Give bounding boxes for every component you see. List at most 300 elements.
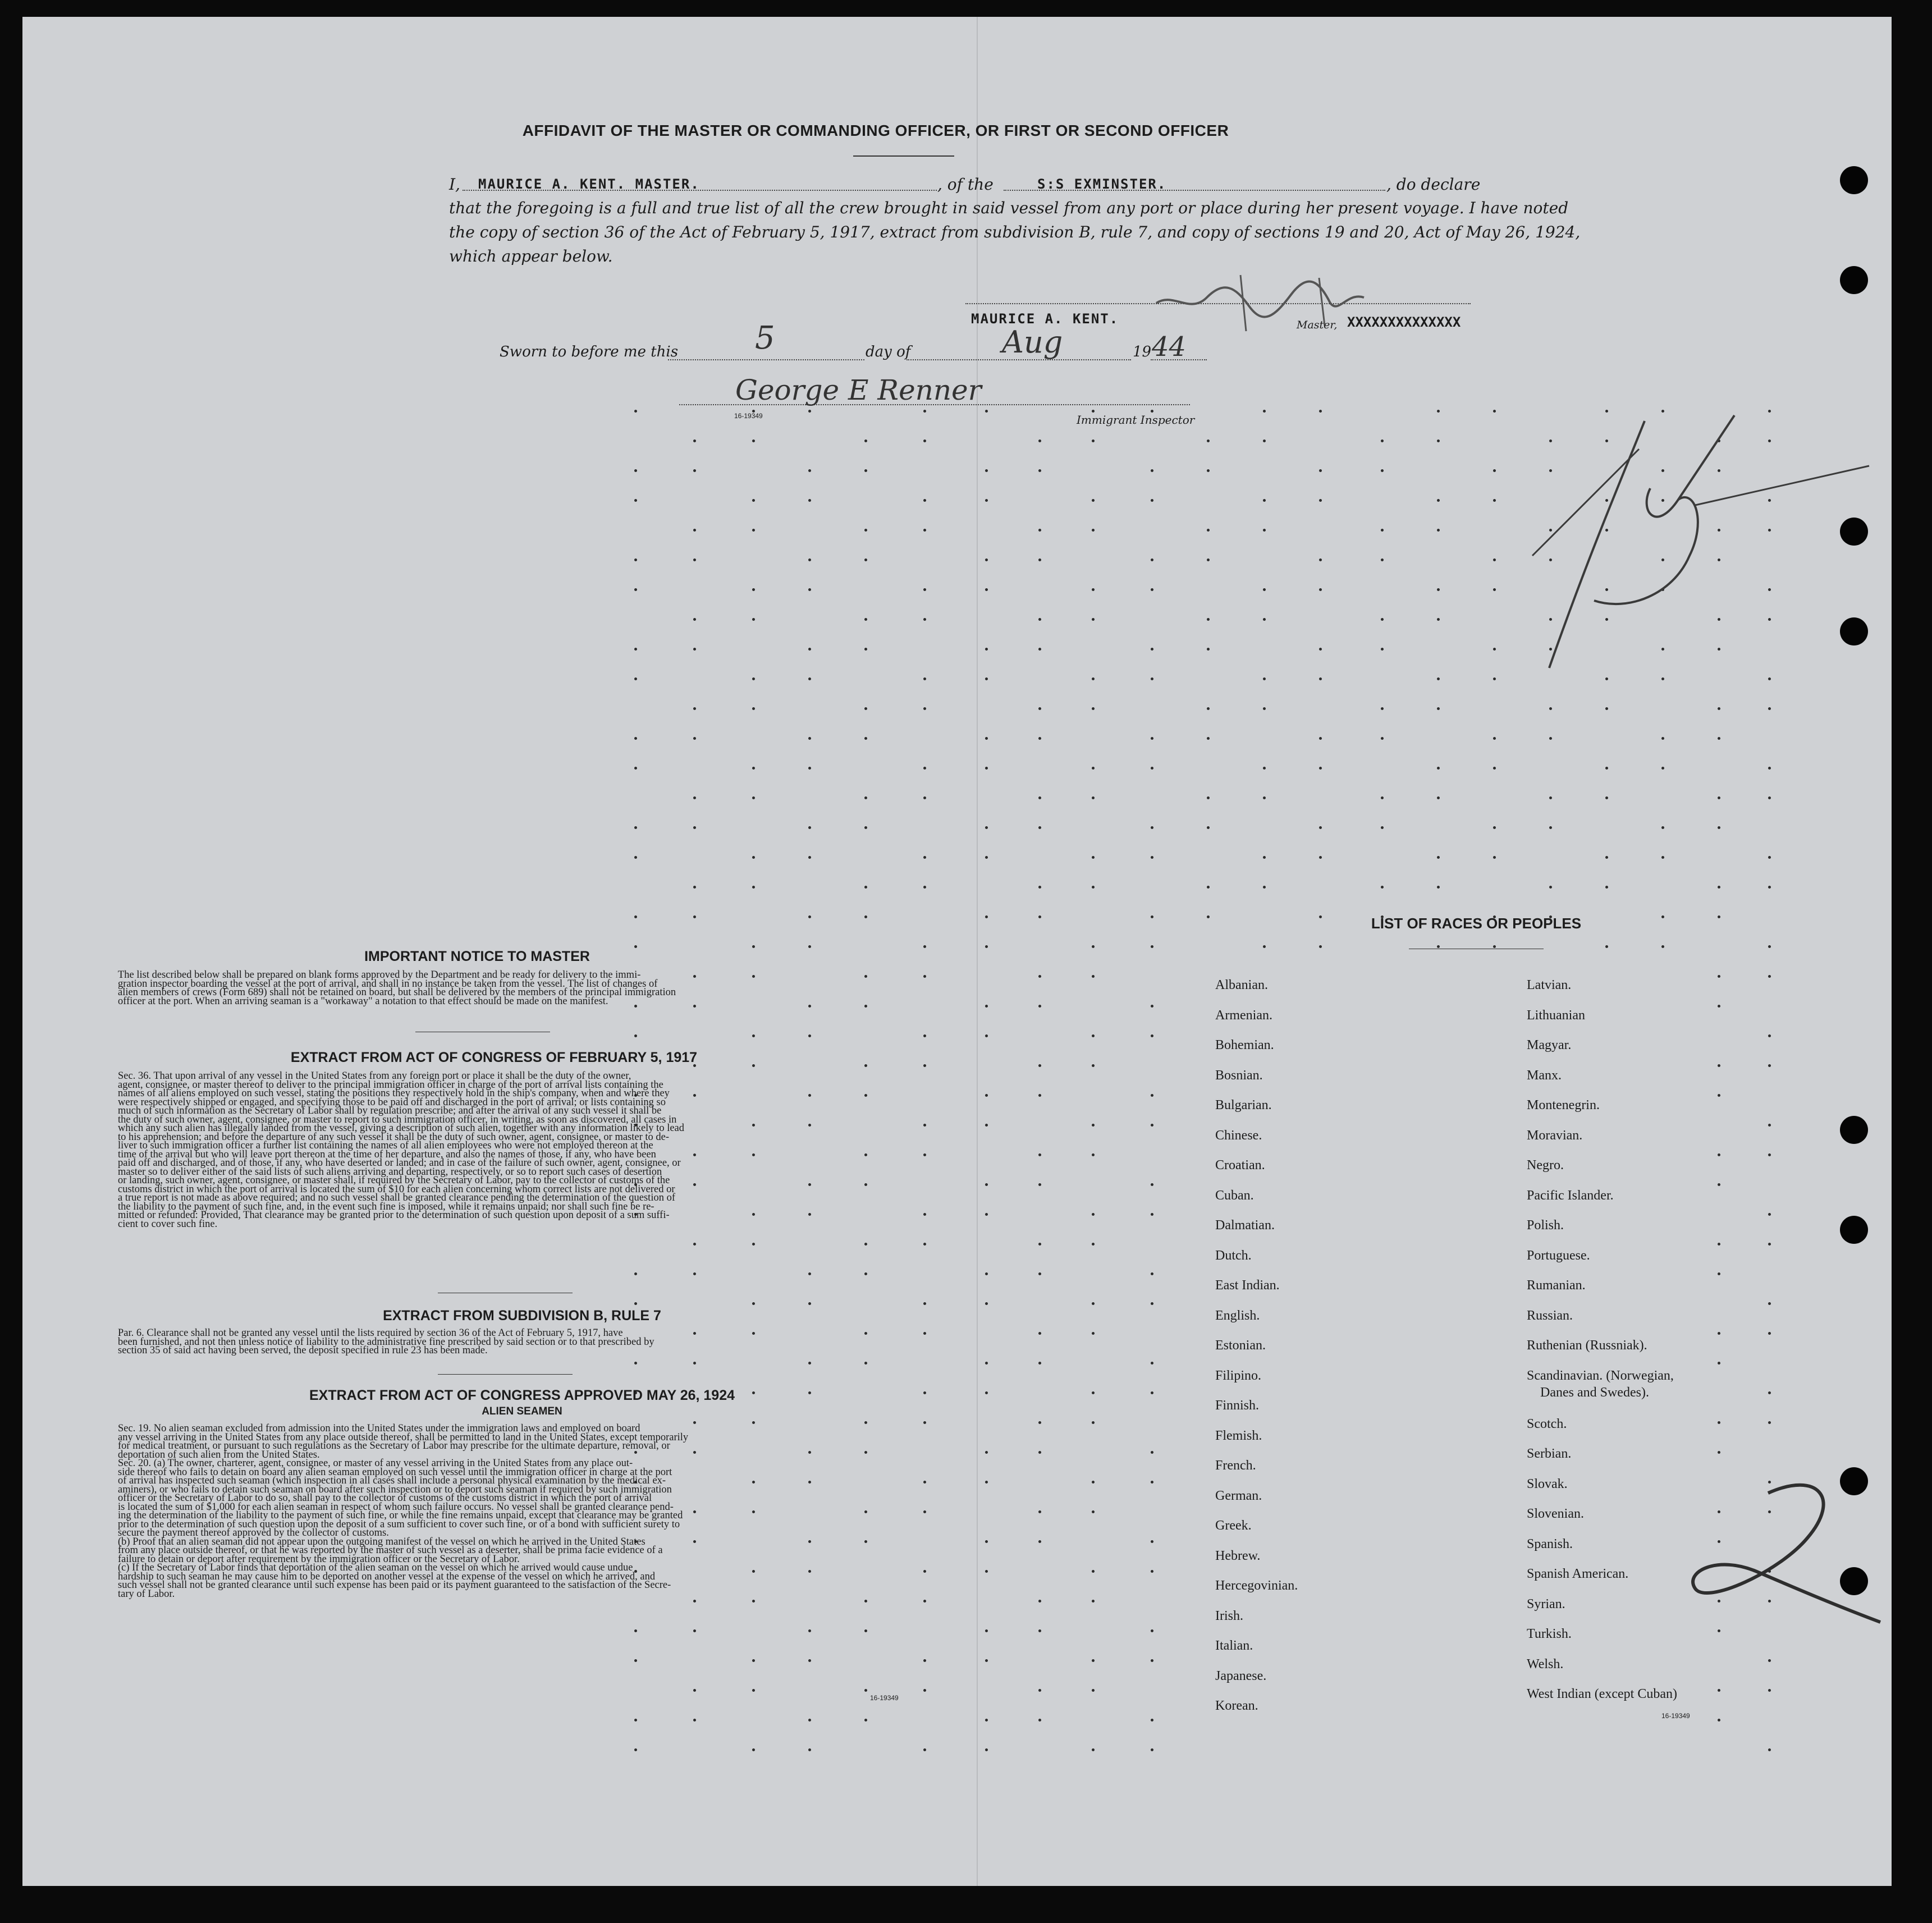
grid-dot — [1263, 410, 1266, 413]
grid-dot — [634, 1719, 637, 1721]
grid-dot — [1768, 767, 1771, 770]
grid-dot — [923, 886, 926, 889]
grid-dot — [1319, 826, 1322, 829]
grid-dot — [864, 915, 867, 918]
grid-dot — [985, 767, 988, 770]
grid-dot — [1038, 1153, 1041, 1156]
grid-dot — [1768, 1391, 1771, 1394]
form-number-extract: 16-19349 — [870, 1694, 899, 1702]
grid-dot — [752, 945, 755, 948]
grid-dot — [1038, 1362, 1041, 1365]
grid-dot — [1718, 1153, 1720, 1156]
grid-dot — [634, 499, 637, 502]
grid-dot — [1493, 558, 1496, 561]
document-page — [22, 17, 1892, 1886]
affidavit-body-line-2: the copy of section 36 of the Act of February 5, 1917, extract from subdivision B, rule 7, and copy of sections 19 and 20, Act of May 26, 1924, — [449, 223, 1581, 241]
grid-dot — [634, 1362, 637, 1365]
grid-dot — [985, 1570, 988, 1573]
grid-dot — [693, 1600, 696, 1603]
grid-dot — [1661, 767, 1664, 770]
grid-dot — [1319, 856, 1322, 859]
grid-dot — [1092, 856, 1095, 859]
grid-dot — [1038, 1719, 1041, 1721]
grid-dot — [1319, 469, 1322, 472]
text-line: Sec. 36. That upon arrival of any vessel in the United States from any foreign port or place it shall be the duty of the owner, — [118, 1070, 631, 1082]
grid-dot — [1549, 886, 1552, 889]
grid-dot — [1768, 707, 1771, 710]
race-item: East Indian. — [1215, 1278, 1280, 1293]
grid-dot — [693, 1719, 696, 1721]
grid-dot — [1493, 826, 1496, 829]
grid-dot — [985, 1213, 988, 1216]
text-line: were respectively shipped or engaged, and specifying those to be paid off and discharged in the port of arrival; or lists containing so — [118, 1096, 666, 1108]
grid-dot — [1151, 1124, 1153, 1127]
grid-dot — [985, 1094, 988, 1097]
grid-dot — [1493, 499, 1496, 502]
race-item: Bosnian. — [1215, 1068, 1263, 1083]
grid-dot — [1038, 558, 1041, 561]
master-handwritten-signature — [1151, 264, 1386, 342]
grid-dot — [864, 1600, 867, 1603]
grid-dot — [1263, 677, 1266, 680]
grid-dot — [1038, 1689, 1041, 1692]
grid-dot — [1038, 1272, 1041, 1275]
grid-dot — [634, 1302, 637, 1305]
grid-dot — [1038, 618, 1041, 621]
grid-dot — [1092, 1570, 1095, 1573]
grid-dot — [985, 1124, 988, 1127]
grid-dot — [1718, 1362, 1720, 1365]
notice-line: officer at the port. When an arriving seaman is a "workaway" a notation to that effect should be made on the manifest. — [118, 995, 608, 1007]
grid-dot — [1092, 707, 1095, 710]
race-item: English. — [1215, 1308, 1260, 1323]
race-item: Scotch. — [1527, 1416, 1567, 1431]
sworn-month: Aug — [1002, 324, 1063, 360]
grid-dot — [1263, 499, 1266, 502]
grid-dot — [634, 767, 637, 770]
text-line: of arrival has inspected such seaman (which inspection in all cases shall include a personal physical examination by the medical ex- — [118, 1475, 666, 1486]
master-label: Master, — [1297, 319, 1338, 331]
grid-dot — [1381, 707, 1384, 710]
grid-dot — [693, 1362, 696, 1365]
text-line: customs district in which the port of arrival is located the sum of $10 for each alien concerning whom correct lists are not delivered or — [118, 1183, 675, 1195]
grid-dot — [1038, 439, 1041, 442]
grid-dot — [923, 1659, 926, 1662]
grid-dot — [1038, 469, 1041, 472]
grid-dot — [985, 558, 988, 561]
grid-dot — [1381, 618, 1384, 621]
text-line: a true report is not made as above required; and no such vessel shall be granted clearance pending the determination of the question of — [118, 1192, 676, 1203]
grid-dot — [1151, 1451, 1153, 1454]
race-item: French. — [1215, 1458, 1256, 1473]
grid-dot — [1092, 1748, 1095, 1751]
race-item: Lithuanian — [1527, 1008, 1585, 1023]
grid-dot — [1718, 1719, 1720, 1721]
grid-dot — [1263, 886, 1266, 889]
grid-dot — [693, 558, 696, 561]
punch-hole — [1840, 166, 1868, 194]
grid-dot — [634, 1659, 637, 1662]
text-line: section 35 of said act having been served, the deposit specified in rule 23 has been made. — [118, 1345, 488, 1356]
grid-dot — [1718, 796, 1720, 799]
text-line: (c) If the Secretary of Labor finds that deportation of the alien seaman on the vessel on which he arrived would cause undue — [118, 1562, 633, 1573]
grid-dot — [1207, 618, 1210, 621]
race-item: Moravian. — [1527, 1128, 1583, 1143]
grid-dot — [808, 1719, 811, 1721]
grid-dot — [808, 677, 811, 680]
grid-dot — [985, 469, 988, 472]
grid-dot — [1263, 618, 1266, 621]
race-item: Dutch. — [1215, 1248, 1252, 1263]
grid-dot — [1151, 1302, 1153, 1305]
grid-dot — [1151, 410, 1153, 413]
grid-dot — [1437, 886, 1440, 889]
race-item: Welsh. — [1527, 1656, 1564, 1672]
race-item: Polish. — [1527, 1218, 1564, 1233]
race-item: Latvian. — [1527, 978, 1572, 992]
grid-dot — [1092, 1689, 1095, 1692]
grid-dot — [693, 439, 696, 442]
grid-dot — [923, 588, 926, 591]
grid-dot — [1718, 1272, 1720, 1275]
grid-dot — [1605, 886, 1608, 889]
text-line: Sec. 19. No alien seaman excluded from admission into the United States under the immigration laws and employed on board — [118, 1423, 640, 1434]
grid-dot — [1661, 856, 1664, 859]
grid-dot — [1381, 826, 1384, 829]
grid-dot — [752, 767, 755, 770]
grid-dot — [1768, 975, 1771, 978]
grid-dot — [1381, 648, 1384, 651]
grid-dot — [985, 1629, 988, 1632]
grid-dot — [985, 945, 988, 948]
grid-dot — [985, 1391, 988, 1394]
grid-dot — [752, 1659, 755, 1662]
extract-1924-body — [118, 1425, 926, 1599]
grid-dot — [1092, 1302, 1095, 1305]
grid-dot — [1092, 529, 1095, 532]
extract-rule7-heading: EXTRACT FROM SUBDIVISION B, RULE 7 — [383, 1308, 661, 1324]
race-item: Dalmatian. — [1215, 1218, 1275, 1233]
grid-dot — [1038, 826, 1041, 829]
grid-dot — [1718, 1005, 1720, 1008]
affidavit-body-line-1: that the foregoing is a full and true list of all the crew brought in said vessel from any port or place during her present voyage. I have noted — [449, 199, 1569, 217]
do-declare-label: , do declare — [1386, 175, 1481, 194]
grid-dot — [1151, 499, 1153, 502]
text-line: deportation of such alien from the United States. — [118, 1449, 320, 1460]
grid-dot — [634, 558, 637, 561]
grid-dot — [1661, 945, 1664, 948]
grid-dot — [752, 796, 755, 799]
grid-dot — [923, 1748, 926, 1751]
grid-dot — [1092, 588, 1095, 591]
grid-dot — [1038, 975, 1041, 978]
grid-dot — [808, 1034, 811, 1037]
grid-dot — [1768, 1213, 1771, 1216]
notice-line: gration inspector boarding the vessel at the port of arrival, and shall in no instance be taken from the vessel. The list of changes of — [118, 978, 658, 990]
grid-dot — [864, 886, 867, 889]
sworn-day-line — [668, 359, 864, 360]
grid-dot — [1718, 975, 1720, 978]
race-item: Greek. — [1215, 1518, 1252, 1533]
grid-dot — [1493, 648, 1496, 651]
grid-dot — [1207, 439, 1210, 442]
day-of-label: day of — [866, 344, 911, 360]
text-line: failure to detain or deport after requirement by the immigration officer or the Secretary of Labor. — [118, 1553, 520, 1565]
grid-dot — [1437, 529, 1440, 532]
grid-dot — [1381, 439, 1384, 442]
race-item: Pacific Islander. — [1527, 1188, 1614, 1203]
grid-dot — [752, 1302, 755, 1305]
extract-1917-heading: EXTRACT FROM ACT OF CONGRESS OF FEBRUARY 5, 1917 — [290, 1050, 698, 1065]
grid-dot — [1092, 767, 1095, 770]
grid-dot — [1038, 915, 1041, 918]
grid-dot — [1437, 439, 1440, 442]
grid-dot — [693, 886, 696, 889]
grid-dot — [1092, 1064, 1095, 1067]
grid-dot — [1437, 618, 1440, 621]
grid-dot — [1038, 1094, 1041, 1097]
text-line: which any such alien has illegally landed from the vessel, giving a description of such alien, together with any information likely to lead — [118, 1123, 685, 1134]
grid-dot — [1437, 767, 1440, 770]
text-line: paid off and discharged, and of those, if any, who have deserted or landed; and in case of the failure of such owner, agent, consignee, or — [118, 1157, 681, 1169]
vessel-name: S:S EXMINSTER. — [1037, 176, 1167, 192]
grid-dot — [985, 1302, 988, 1305]
race-item: Ruthenian (Russniak). — [1527, 1338, 1647, 1353]
title-underline — [853, 155, 954, 157]
grid-dot — [752, 1600, 755, 1603]
race-item: Italian. — [1215, 1638, 1253, 1653]
grid-dot — [1319, 648, 1322, 651]
grid-dot — [752, 886, 755, 889]
grid-dot — [923, 1421, 926, 1424]
grid-dot — [752, 1689, 755, 1692]
grid-dot — [1437, 856, 1440, 859]
master-name: MAURICE A. KENT. MASTER. — [478, 176, 700, 192]
grid-dot — [1768, 1421, 1771, 1424]
text-line: side thereof who fails to detain on board any alien seaman employed on such vessel until the immigration officer in charge at the port — [118, 1466, 672, 1478]
grid-dot — [864, 439, 867, 442]
grid-dot — [1549, 737, 1552, 740]
grid-dot — [864, 1272, 867, 1275]
grid-dot — [1381, 529, 1384, 532]
race-item: Negro. — [1527, 1158, 1564, 1173]
grid-dot — [1151, 856, 1153, 859]
punch-hole — [1840, 1116, 1868, 1144]
master-signature-typed: MAURICE A. KENT. — [971, 311, 1119, 327]
grid-dot — [1151, 1748, 1153, 1751]
grid-dot — [634, 1272, 637, 1275]
grid-dot — [923, 945, 926, 948]
text-line: been furnished, and not then unless notice of liability to the administrative fine prescribed by said section or to that prescribed by — [118, 1336, 654, 1348]
grid-dot — [1718, 1094, 1720, 1097]
race-item: Russian. — [1527, 1308, 1573, 1323]
race-item: Serbian. — [1527, 1446, 1572, 1461]
grid-dot — [634, 945, 637, 948]
race-item: German. — [1215, 1488, 1262, 1503]
grid-dot — [1263, 945, 1266, 948]
grid-dot — [693, 1689, 696, 1692]
grid-dot — [985, 1005, 988, 1008]
grid-dot — [693, 1243, 696, 1246]
grid-dot — [1263, 439, 1266, 442]
grid-dot — [985, 1272, 988, 1275]
grid-dot — [1092, 1034, 1095, 1037]
grid-dot — [864, 618, 867, 621]
grid-dot — [1768, 1064, 1771, 1067]
race-item: Hercegovinian. — [1215, 1578, 1298, 1593]
grid-dot — [1319, 767, 1322, 770]
grid-dot — [634, 1629, 637, 1632]
text-line: Sec. 20. (a) The owner, charterer, agent, consignee, or master of any vessel arriving in the United States from any place out- — [118, 1458, 633, 1469]
grid-dot — [1092, 677, 1095, 680]
grid-dot — [1718, 1332, 1720, 1335]
grid-dot — [923, 1689, 926, 1692]
grid-dot — [923, 529, 926, 532]
grid-dot — [634, 737, 637, 740]
race-item: Scandinavian. (Norwegian, — [1527, 1368, 1674, 1383]
grid-dot — [1092, 1510, 1095, 1513]
grid-dot — [1038, 1451, 1041, 1454]
grid-dot — [1319, 558, 1322, 561]
grid-dot — [1493, 588, 1496, 591]
grid-dot — [1092, 410, 1095, 413]
text-line: mitted or refunded: Provided, That clearance may be granted prior to the determination of such question upon deposit of a sum suffi- — [118, 1210, 670, 1221]
grid-dot — [693, 648, 696, 651]
grid-dot — [1549, 826, 1552, 829]
grid-dot — [634, 410, 637, 413]
grid-dot — [1151, 767, 1153, 770]
grid-dot — [1493, 856, 1496, 859]
grid-dot — [985, 1659, 988, 1662]
grid-dot — [923, 1034, 926, 1037]
inspector-signature: George E Renner — [735, 374, 982, 406]
grid-dot — [1151, 1540, 1153, 1543]
form-number-races: 16-19349 — [1661, 1712, 1690, 1720]
race-item: Hebrew. — [1215, 1548, 1261, 1563]
grid-dot — [1038, 1064, 1041, 1067]
grid-dot — [985, 737, 988, 740]
grid-dot — [985, 499, 988, 502]
extract-1917-body — [118, 1072, 926, 1229]
text-line: time of the arrival but who will leave port thereon at the time of her departure, and also the names of those, if any, who have been — [118, 1148, 656, 1160]
grid-dot — [1381, 558, 1384, 561]
grid-dot — [985, 1451, 988, 1454]
grid-dot — [1151, 915, 1153, 918]
grid-dot — [1092, 439, 1095, 442]
race-item: Danes and Swedes). — [1540, 1385, 1649, 1400]
grid-dot — [1092, 1332, 1095, 1335]
grid-dot — [1437, 796, 1440, 799]
grid-dot — [1151, 588, 1153, 591]
grid-dot — [1151, 558, 1153, 561]
text-line: such vessel shall not be granted clearance until such expense has been paid or its payment guaranteed to the satisfaction of the Secre- — [118, 1579, 671, 1591]
notice-heading: IMPORTANT NOTICE TO MASTER — [364, 949, 590, 964]
grid-dot — [1718, 1064, 1720, 1067]
text-line: agent, consignee, or master thereof to deliver to the principal immigration officer in charge of the port of arrival lists containing the — [118, 1079, 663, 1091]
grid-dot — [808, 737, 811, 740]
grid-dot — [1493, 677, 1496, 680]
grid-dot — [1038, 1600, 1041, 1603]
race-item: Magyar. — [1527, 1038, 1572, 1052]
grid-dot — [634, 826, 637, 829]
of-the-label: , of the — [937, 175, 994, 194]
race-item: Irish. — [1215, 1608, 1243, 1623]
grid-dot — [864, 1362, 867, 1365]
grid-dot — [1151, 648, 1153, 651]
grid-dot — [1207, 469, 1210, 472]
grid-dot — [752, 1034, 755, 1037]
grid-dot — [1493, 737, 1496, 740]
race-item: Syrian. — [1527, 1596, 1565, 1611]
text-line: names of all aliens employed on such vessel, stating the positions they respectively hold in the ship's company, when and where they — [118, 1088, 670, 1099]
grid-dot — [985, 856, 988, 859]
grid-dot — [634, 915, 637, 918]
grid-dot — [1493, 945, 1496, 948]
grid-dot — [1718, 1451, 1720, 1454]
grid-dot — [1718, 886, 1720, 889]
grid-dot — [864, 796, 867, 799]
text-line: secure the payment thereof approved by the collector of customs. — [118, 1527, 389, 1539]
grid-dot — [693, 469, 696, 472]
grid-dot — [1718, 1689, 1720, 1692]
affidavit-body-line-3: which appear below. — [449, 247, 613, 265]
grid-dot — [864, 648, 867, 651]
grid-dot — [864, 529, 867, 532]
grid-dot — [1038, 1243, 1041, 1246]
grid-dot — [1437, 945, 1440, 948]
grid-dot — [1605, 945, 1608, 948]
text-line: aminers), or who fails to detain such seaman on board after such inspection or to deport such seaman if required by such immigration — [118, 1484, 672, 1495]
grid-dot — [985, 915, 988, 918]
text-line: (b) Proof that an alien seaman did not appear upon the outgoing manifest of the vessel on which he arrived in the United States — [118, 1536, 645, 1547]
grid-dot — [693, 915, 696, 918]
grid-dot — [1151, 1213, 1153, 1216]
race-item: Rumanian. — [1527, 1278, 1586, 1293]
grid-dot — [864, 1421, 867, 1424]
grid-dot — [808, 945, 811, 948]
grid-dot — [1092, 1391, 1095, 1394]
grid-dot — [1768, 796, 1771, 799]
grid-dot — [1151, 1629, 1153, 1632]
race-item: Manx. — [1527, 1068, 1562, 1083]
grid-dot — [634, 1034, 637, 1037]
grid-dot — [1605, 767, 1608, 770]
grid-dot — [923, 439, 926, 442]
grid-dot — [1151, 677, 1153, 680]
grid-dot — [1151, 1719, 1153, 1721]
grid-dot — [1038, 1629, 1041, 1632]
grid-dot — [808, 588, 811, 591]
grid-dot — [808, 826, 811, 829]
grid-dot — [1038, 648, 1041, 651]
grid-dot — [923, 677, 926, 680]
grid-dot — [808, 469, 811, 472]
grid-dot — [1718, 1183, 1720, 1186]
grid-dot — [693, 796, 696, 799]
grid-dot — [864, 1689, 867, 1692]
grid-dot — [1263, 588, 1266, 591]
grid-dot — [1381, 737, 1384, 740]
grid-dot — [693, 618, 696, 621]
grid-dot — [923, 796, 926, 799]
grid-dot — [864, 826, 867, 829]
grid-dot — [808, 915, 811, 918]
grid-dot — [1437, 410, 1440, 413]
grid-dot — [923, 1064, 926, 1067]
grid-dot — [985, 677, 988, 680]
grid-dot — [1151, 945, 1153, 948]
grid-dot — [1151, 1005, 1153, 1008]
